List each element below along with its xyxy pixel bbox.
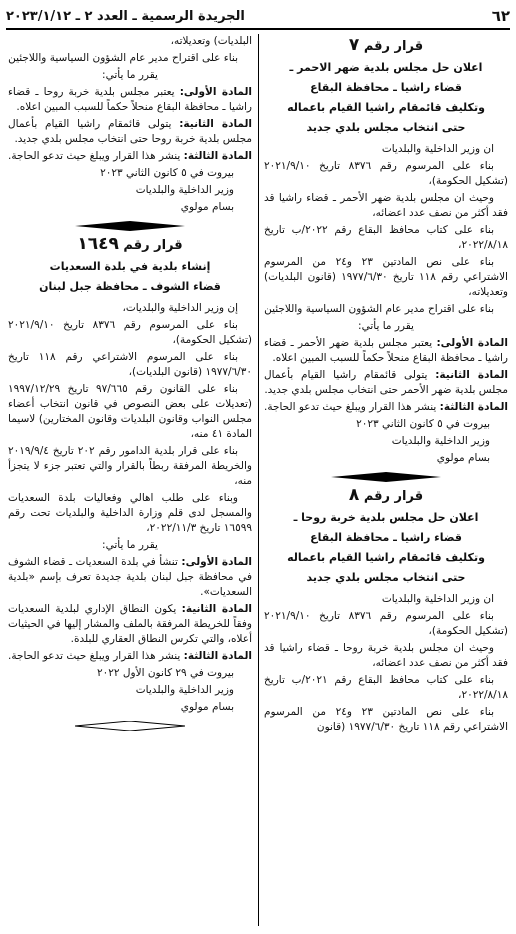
minister-name: بسام مولوي: [436, 452, 490, 464]
paragraph: إن وزير الداخلية والبلديات،: [122, 302, 238, 314]
title-prefix: قرار رقم: [123, 238, 183, 253]
section-ornament: [8, 221, 252, 231]
article: [264, 336, 508, 366]
journal-issue: الجريدة الرسمية ـ العدد ٢ ـ ٢٠٢٣/١/١٢: [6, 8, 245, 24]
article-label: المادة الثالثة:: [183, 150, 252, 162]
article: [264, 368, 508, 398]
minister-title: وزير الداخلية والبلديات: [135, 684, 234, 696]
paragraph: بناء على اقتراح مدير عام الشؤون السياسية واللاجئين: [8, 52, 238, 64]
article: [8, 555, 252, 600]
article: [264, 400, 508, 415]
subtitle-line: قضاء راشيا ـ محافظة البقاع: [310, 81, 462, 94]
decides-heading: يقرر ما يأتي:: [102, 539, 158, 551]
paragraph: بناء على المرسوم الاشتراعي رقم ١١٨ تاريخ ١٩٧٧/٦/٣٠ (قانون البلديات)،: [8, 351, 252, 378]
decides-heading: يقرر ما يأتي:: [102, 69, 158, 81]
article-label: المادة الثانية:: [181, 603, 252, 615]
paragraph: وبناء على طلب اهالي وفعاليات بلدة السعديات والمسجل لدى قلم وزارة الداخلية والبلديات تحت رقم ١٦٥٩٩ تاريخ ٢٠٢٢/١١/٣،: [8, 492, 252, 534]
article: [8, 149, 252, 164]
paragraph: بناء على المرسوم رقم ٨٣٧٦ تاريخ ٢٠٢١/٩/١٠ (تشكيل الحكومة)،: [264, 160, 508, 187]
paragraph: ان وزير الداخلية والبلديات: [381, 593, 494, 605]
decision-7-title: [264, 35, 508, 55]
column-divider: [258, 34, 259, 926]
article: [8, 649, 252, 664]
subtitle-line: حتى انتخاب مجلس بلدي جديد: [306, 571, 466, 584]
minister-title: وزير الداخلية والبلديات: [391, 435, 490, 447]
signature-date: بيروت في ٥ كانون الثاني ٢٠٢٣: [356, 418, 490, 430]
article-label: المادة الثانية:: [435, 369, 508, 381]
article-text: يكون النطاق الإداري لبلدية السعديات وفقاً للخريطة المرفقة بالملف والمشار إليها في الحيثيات أعلاه، والتي تكرس النطاق العقاري للبلدة.: [8, 603, 252, 645]
title-prefix: قرار رقم: [363, 39, 424, 54]
section-ornament: [264, 472, 508, 482]
subtitle-line: وتكليف قائمقام راشيا القيام باعماله: [287, 101, 485, 114]
article-text: يتولى قائمقام راشيا القيام بأعمال مجلس بلدية ضهر الأحمر حتى انتخاب مجلس بلدي جديد.: [264, 369, 508, 396]
signature-date: بيروت في ٥ كانون الثاني ٢٠٢٣: [100, 167, 234, 179]
article: [8, 85, 252, 115]
decision-1649-subtitle: [8, 257, 252, 297]
subtitle-line: حتى انتخاب مجلس بلدي جديد: [306, 121, 466, 134]
minister-title: وزير الداخلية والبلديات: [135, 184, 234, 196]
signature-date: بيروت في ٢٩ كانون الأول ٢٠٢٢: [96, 667, 234, 679]
minister-name: بسام مولوي: [180, 701, 234, 713]
paragraph: ان وزير الداخلية والبلديات: [381, 143, 494, 155]
minister-name: بسام مولوي: [180, 201, 234, 213]
decision-8-subtitle: [264, 508, 508, 588]
decision-number: ٨: [348, 485, 360, 505]
paragraph: وحيث ان مجلس بلدية خربة روحا ـ قضاء راشيا قد فقد أكثر من نصف عدد اعضائه،: [264, 642, 508, 669]
subtitle-line: وتكليف قائمقام راشيا القيام باعماله: [287, 551, 485, 564]
page-number: ٦٢: [491, 7, 510, 25]
article-text: يعتبر مجلس بلدية خربة روحا ـ قضاء راشيا ـ محافظة البقاع منحلاً حكماً للسبب المبين اعلاه.: [8, 86, 252, 113]
subtitle-line: اعلان حل مجلس بلدية ضهر الاحمر ـ: [289, 61, 483, 74]
page-header: [6, 6, 510, 30]
paragraph: وحيث ان مجلس بلدية ضهر الأحمر ـ قضاء راشيا قد فقد أكثر من نصف عدد اعضائه،: [264, 192, 508, 219]
article: [8, 602, 252, 647]
article-label: المادة الأولى:: [179, 86, 252, 98]
subtitle-line: إنشاء بلدية في بلدة السعديات: [49, 260, 211, 273]
left-column: [8, 34, 252, 737]
paragraph: بناء على اقتراح مدير عام الشؤون السياسية واللاجئين: [264, 303, 494, 315]
decision-number: ٧: [348, 35, 360, 55]
article-text: يعتبر مجلس بلدية ضهر الأحمر ـ قضاء راشيا ـ محافظة البقاع منحلاً حكماً للسبب المبين اعلاه.: [264, 337, 508, 364]
paragraph: بناء على قرار بلدية الدامور رقم ٢٠٢ تاريخ ٢٠١٩/٩/٤ والخريطة المرفقة ربطاً بالقرار والتي تعتبر جزء لا يتجزأ منه،: [8, 445, 252, 487]
paragraph: بناء على كتاب محافظ البقاع رقم ٢٠٢١/ب تاريخ ٢٠٢٢/٨/١٨،: [264, 674, 508, 701]
section-ornament: [8, 721, 252, 731]
decides-heading: يقرر ما يأتي:: [358, 320, 414, 332]
paragraph: بناء على نص المادتين ٢٣ و٢٤ من المرسوم الاشتراعي رقم ١١٨ تاريخ ١٩٧٧/٦/٣٠ (قانون البلديات) وتعديلاته،: [264, 256, 508, 298]
subtitle-line: قضاء راشيا ـ محافظة البقاع: [310, 531, 462, 544]
paragraph: بناء على كتاب محافظ البقاع رقم ٢٠٢٢/ب تاريخ ٢٠٢٢/٨/١٨،: [264, 224, 508, 251]
decision-1649-title: [8, 234, 252, 254]
paragraph: بناء على نص المادتين ٢٣ و٢٤ من المرسوم الاشتراعي رقم ١١٨ تاريخ ١٩٧٧/٦/٣٠ (قانون: [264, 706, 508, 733]
decision-7-subtitle: [264, 58, 508, 138]
article-label: المادة الثانية:: [179, 118, 252, 130]
decision-8-title: [264, 485, 508, 505]
paragraph: البلديات) وتعديلاته،: [170, 35, 252, 47]
paragraph: بناء على القانون رقم ٩٧/٦٦٥ تاريخ ١٩٩٧/١٢/٢٩ (تعديلات على بعض النصوص في قانون انتخاب أعضاء مجلس النواب وقانون البلديات وقانون المختارين) لاسيما المادة ٤١ منه،: [8, 383, 252, 440]
title-prefix: قرار رقم: [363, 489, 424, 504]
article-text: ينشر هذا القرار ويبلغ حيث تدعو الحاجة.: [7, 650, 181, 662]
right-column: [264, 34, 508, 737]
subtitle-line: اعلان حل مجلس بلدية خربة روحا ـ: [293, 511, 479, 524]
paragraph: بناء على المرسوم رقم ٨٣٧٦ تاريخ ٢٠٢١/٩/١٠ (تشكيل الحكومة)،: [8, 319, 252, 346]
decision-number: ١٦٤٩: [77, 234, 119, 254]
article-label: المادة الثالثة:: [439, 401, 508, 413]
article-text: يتولى قائمقام راشيا القيام بأعمال مجلس بلدية خربة روحا حتى انتخاب مجلس بلدي جديد.: [8, 118, 252, 145]
subtitle-line: قضاء الشوف ـ محافظة جبل لبنان: [39, 280, 221, 293]
article-label: المادة الأولى:: [436, 337, 508, 349]
paragraph: بناء على المرسوم رقم ٨٣٧٦ تاريخ ٢٠٢١/٩/١٠ (تشكيل الحكومة)،: [264, 610, 508, 637]
article-label: المادة الثالثة:: [183, 650, 252, 662]
article-text: ينشر هذا القرار ويبلغ حيث تدعو الحاجة.: [263, 401, 437, 413]
article-label: المادة الأولى:: [181, 556, 253, 568]
article-text: تنشأ في بلدة السعديات ـ قضاء الشوف في محافظة جبل لبنان بلدية جديدة تعرف بإسم «بلدية السعديات».: [8, 556, 252, 598]
article-text: ينشر هذا القرار ويبلغ حيث تدعو الحاجة.: [7, 150, 181, 162]
article: [8, 117, 252, 147]
